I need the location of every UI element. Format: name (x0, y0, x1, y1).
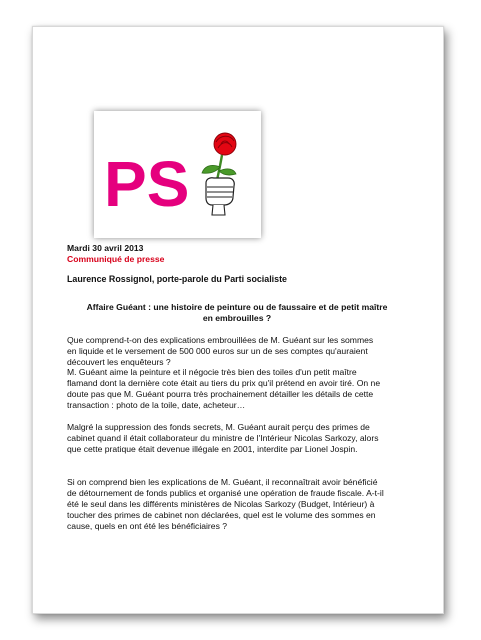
ps-logo (94, 111, 261, 238)
paragraph-1: Que comprend-t-on des explications embrouillées de M. Guéant sur les sommes en liquide et le versement de 500 000 euros sur un de ses comptes qu'auraient découvert les enquêteurs ? (67, 335, 374, 367)
rose-fist-logo-icon (94, 111, 261, 238)
paragraph-4: Si on comprend bien les explications de M. Guéant, il reconnaîtrait avoir bénéficié de détournement de fonds publics et organisé une opération de fraude fiscale. A-t-il été le seul dans les différents ministères de Nicolas Sarkozy (Budget, Intérieur) à toucher des primes de cabinet non déclarées, quel est le volume des sommes en cause, quels en ont été les bénéficiaires ? (67, 477, 384, 531)
paragraph-2: M. Guéant aime la peinture et il négocie très bien des toiles d'un petit maître flamand dont la dernière cote était au tiers du prix qu'il prétend en avoir tiré. On ne doute pas que M. Guéant pourra très prochainement détailler les détails de cette transaction : photo de la toile, date, acheteur… (67, 367, 381, 410)
paragraph-3: Malgré la suppression des fonds secrets, M. Guéant aurait perçu des primes de cabinet quand il était collaborateur du ministre de l'Intérieur Nicolas Sarkozy, alors que cette pratique était devenue illégale en 2001, interdite par Lionel Jospin. (67, 422, 379, 454)
document-type: Communiqué de presse (67, 254, 165, 264)
article-title: Affaire Guéant : une histoire de peinture ou de faussaire et de petit maître en embrouilles ? (86, 302, 388, 323)
spokesperson-line: Laurence Rossignol, porte-parole du Parti socialiste (67, 274, 287, 284)
logo-text: PS (104, 148, 190, 220)
document-date: Mardi 30 avril 2013 (67, 243, 144, 253)
document-page (32, 26, 444, 614)
